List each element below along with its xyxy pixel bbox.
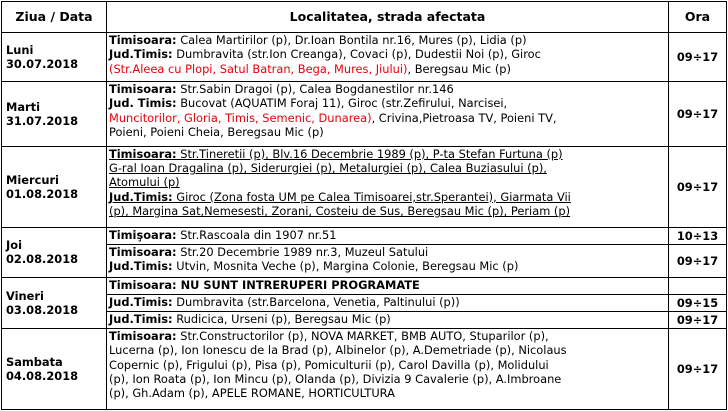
header-day: Ziua / Data [2, 2, 107, 33]
locality-line [109, 33, 666, 47]
ora-cell [669, 277, 727, 294]
day-row [2, 81, 727, 146]
ora-cell: 10÷13 [669, 227, 727, 244]
area-label: Timisoara: [109, 146, 177, 161]
locality-line [109, 175, 666, 189]
area-label: Jud.Timis: [109, 294, 173, 309]
street-list: Copernic (p), Frigului (p), Pisa (p), Pomiculturii (p), Carol Davilla (p), Molidului [109, 357, 549, 372]
header-ora: Ora [669, 2, 727, 33]
day-date: 02.08.2018 [6, 252, 79, 267]
day-row [2, 227, 727, 244]
area-label: Timisoara: [109, 329, 177, 344]
locality-cell [107, 244, 669, 277]
locality-line [109, 125, 666, 139]
day-cell [2, 146, 107, 227]
street-list: G-ral Ioan Dragalina (p), Siderurgiei (p), Metalurgiei (p), Calea Buziasului (p), [109, 161, 547, 176]
day-cell [2, 33, 107, 82]
day-row [2, 146, 727, 227]
day-row [2, 311, 727, 328]
ora-cell: 09÷17 [669, 146, 727, 227]
street-list: (p), Ion Roata (p), Ion Mincu (p), Olanda (p), Divizia 9 Cavalerie (p), A.Imbroane [109, 371, 562, 386]
day-cell [2, 329, 107, 410]
locality-line [109, 386, 666, 400]
locality-cell [107, 329, 669, 410]
street-list: , Crivina,Pietroasa TV, Poieni TV, [371, 110, 557, 125]
street-list: Str.Rascoala din 1907 nr.51 [176, 227, 337, 242]
locality-line [109, 372, 666, 386]
area-label: Jud.Timis: [109, 189, 173, 204]
day-date: 01.08.2018 [6, 186, 79, 201]
locality-line [109, 204, 666, 218]
schedule-table [1, 1, 727, 410]
day-row [2, 33, 727, 82]
area-label: Timisoara: [109, 33, 177, 47]
street-list: Giroc (Zona fosta UM pe Calea Timisoarei,str.Sperantei), Giarmata Vii [172, 189, 571, 204]
locality-cell [107, 33, 669, 82]
locality-line [109, 312, 666, 326]
locality-line [109, 358, 666, 372]
locality-line [109, 161, 666, 175]
schedule-body [2, 33, 727, 410]
locality-line [109, 259, 666, 273]
street-list: Lucerna (p), Ion Ionescu de la Brad (p), Albinelor (p), A.Demetriade (p), Nicolaus [109, 343, 567, 358]
area-label: Timisoara: [109, 277, 177, 292]
locality-line [109, 245, 666, 259]
street-list-highlight: (Str.Aleea cu Plopi, Satul Batran, Bega, Mures, Jiului) [109, 61, 408, 76]
locality-cell [107, 146, 669, 227]
day-date: 30.07.2018 [6, 56, 79, 71]
day-name: Sambata [6, 354, 63, 369]
locality-line [109, 47, 666, 61]
locality-line [109, 190, 666, 204]
street-list: Str.Tineretii (p), Blv.16 Decembrie 1989 (p), P-ta Stefan Furtuna (p) [176, 146, 563, 161]
day-name: Luni [6, 42, 34, 57]
locality-line [109, 82, 666, 96]
street-list: Utvin, Mosnita Veche (p), Margina Colonie, Beregsau Mic (p) [172, 259, 519, 274]
area-label: Timişoara: [109, 227, 177, 242]
area-label: NU SUNT INTRERUPERI PROGRAMATE [176, 277, 420, 292]
area-label: Jud.Timis: [109, 311, 173, 326]
locality-line [109, 228, 666, 242]
area-label: Jud.Timis: [109, 47, 173, 62]
street-list: , Beregsau Mic (p) [407, 61, 511, 76]
day-name: Joi [6, 238, 22, 252]
day-name: Miercuri [6, 172, 59, 187]
day-date: 31.07.2018 [6, 113, 79, 128]
day-cell [2, 81, 107, 146]
locality-cell [107, 294, 669, 311]
locality-line [109, 62, 666, 76]
street-list: Dumbravita (str.Barcelona, Venetia, Paltinului (p)) [172, 294, 460, 309]
area-label: Timisoara: [109, 244, 177, 259]
day-date: 03.08.2018 [6, 302, 79, 317]
day-date: 04.08.2018 [6, 369, 79, 384]
ora-cell: 09÷17 [669, 329, 727, 410]
street-list: Calea Martirilor (p), Dr.Ioan Bontila nr.16, Mures (p), Lidia (p) [176, 33, 527, 47]
street-list-highlight: Muncitorilor, Gloria, Timis, Semenic, Dunarea) [109, 110, 372, 125]
locality-line [109, 111, 666, 125]
locality-line [109, 295, 666, 309]
header-row [2, 2, 727, 33]
locality-cell [107, 277, 669, 294]
day-name: Vineri [6, 288, 44, 303]
ora-cell: 09÷17 [669, 33, 727, 82]
street-list: Dumbravita (str.Ion Creanga), Covaci (p), Dudestii Noi (p), Giroc [172, 47, 541, 62]
day-cell [2, 277, 107, 328]
ora-cell: 09÷15 [669, 294, 727, 311]
area-label: Jud.Timis: [109, 259, 173, 274]
locality-line [109, 278, 666, 292]
day-row [2, 277, 727, 294]
area-label: Timisoara: [109, 81, 177, 96]
street-list: Poieni, Poieni Cheia, Beregsau Mic (p) [109, 124, 324, 139]
street-list: Str.Sabin Dragoi (p), Calea Bogdanestilor nr.146 [176, 81, 454, 96]
day-cell [2, 227, 107, 277]
area-label: Jud. Timis: [109, 96, 177, 111]
street-list: (p), Margina Sat,Nemesesti, Zorani, Costeiu de Sus, Beregsau Mic (p), Periam (p) [109, 204, 571, 219]
locality-cell [107, 311, 669, 328]
day-row [2, 244, 727, 277]
ora-cell: 09÷17 [669, 81, 727, 146]
locality-cell [107, 81, 669, 146]
street-list: Atomului (p) [109, 175, 180, 190]
locality-line [109, 343, 666, 357]
street-list: Str.Constructorilor (p), NOVA MARKET, BMB AUTO, Stuparilor (p), [176, 329, 549, 344]
ora-cell: 09÷17 [669, 244, 727, 277]
ora-cell: 09÷17 [669, 311, 727, 328]
locality-line [109, 329, 666, 343]
street-list: Rudicica, Urseni (p), Beregsau Mic (p) [172, 311, 391, 326]
locality-cell [107, 227, 669, 244]
day-row [2, 294, 727, 311]
street-list: Bucovat (AQUATIM Foraj 11), Giroc (str.Zefirului, Narcisei, [176, 96, 508, 111]
day-name: Marti [6, 99, 40, 114]
locality-line [109, 147, 666, 161]
locality-line [109, 96, 666, 110]
day-row [2, 329, 727, 410]
header-locality: Localitatea, strada afectata [107, 2, 669, 33]
street-list: (p), Gh.Adam (p), APELE ROMANE, HORTICULTURA [109, 386, 395, 401]
street-list: Str.20 Decembrie 1989 nr.3, Muzeul Satului [176, 244, 429, 259]
